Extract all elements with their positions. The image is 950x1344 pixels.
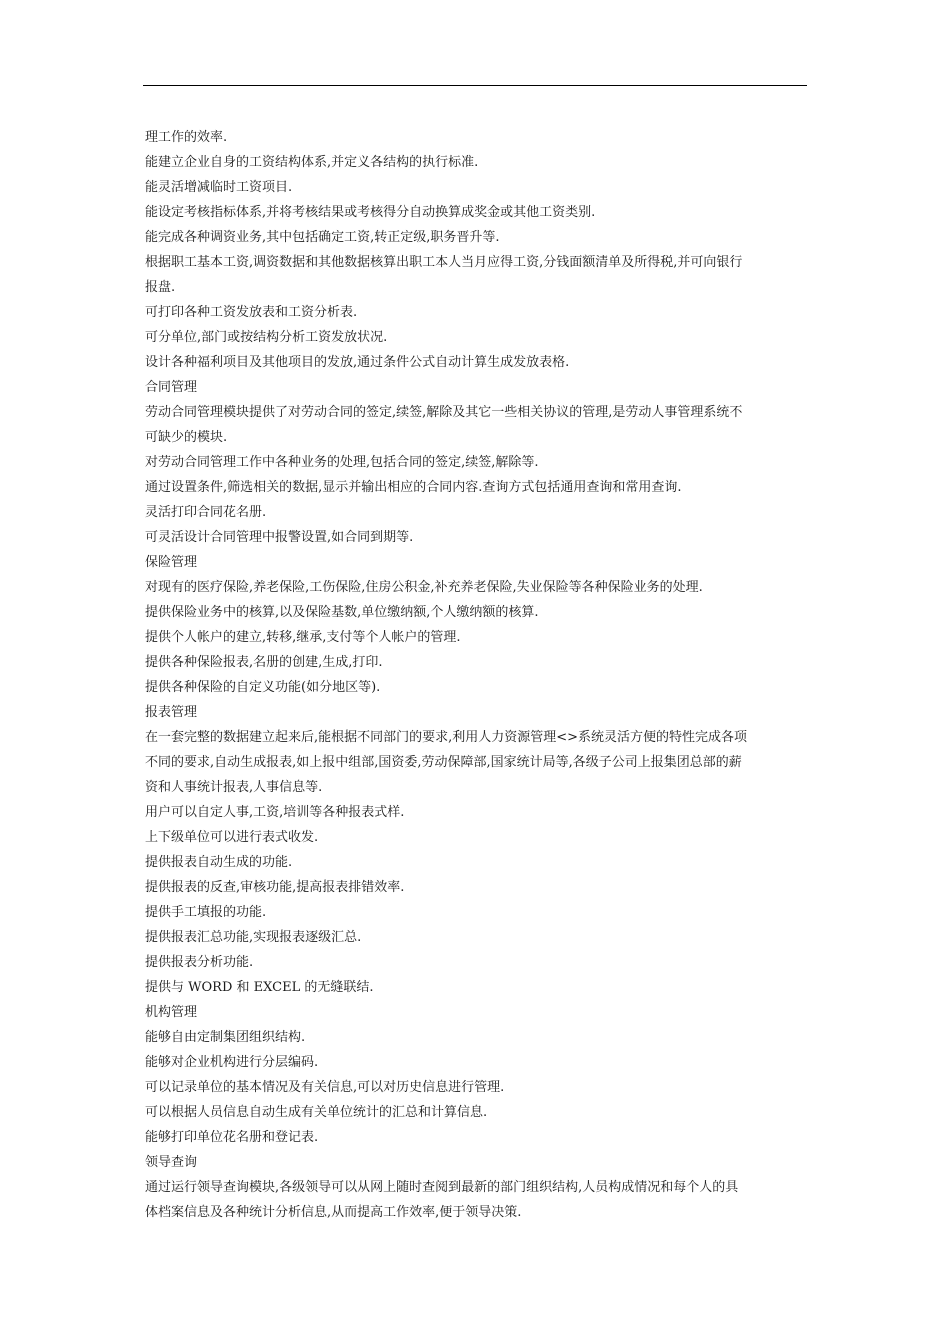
text-line: 通过设置条件,筛选相关的数据,显示并输出相应的合同内容.查询方式包括通用查询和常用查询. [145,480,682,495]
text-line: 在一套完整的数据建立起来后,能根据不同部门的要求,利用人力资源管理<>系统灵活方便的特性完成各项 [145,730,748,745]
text-line: 能灵活增减临时工资项目. [145,180,293,195]
text-line: 对劳动合同管理工作中各种业务的处理,包括合同的签定,续签,解除等. [145,455,539,470]
text-line: 可灵活设计合同管理中报警设置,如合同到期等. [145,530,414,545]
section-heading-leadership-query: 领导查询 [145,1155,198,1170]
text-line: 能够打印单位花名册和登记表. [145,1130,319,1145]
text-line: 体档案信息及各种统计分析信息,从而提高工作效率,便于领导决策. [145,1205,522,1220]
text-line: 能完成各种调资业务,其中包括确定工资,转正定级,职务晋升等. [145,230,500,245]
text-line: 可打印各种工资发放表和工资分析表. [145,305,358,320]
text-line: 能够自由定制集团组织结构. [145,1030,306,1045]
text-line: 理工作的效率. [145,130,228,145]
text-line: 不同的要求,自动生成报表,如上报中组部,国资委,劳动保障部,国家统计局等,各级子公司上报集团总部的薪 [145,755,742,770]
text-line: 提供报表分析功能. [145,955,254,970]
text-line: 灵活打印合同花名册. [145,505,267,520]
header-rule [143,85,807,86]
text-line: 提供各种保险的自定义功能(如分地区等). [145,680,381,695]
text-line: 能设定考核指标体系,并将考核结果或考核得分自动换算成奖金或其他工资类别. [145,205,596,220]
text-line: 提供手工填报的功能. [145,905,267,920]
text-line: 上下级单位可以进行表式收发. [145,830,319,845]
text-line: 劳动合同管理模块提供了对劳动合同的签定,续签,解除及其它一些相关协议的管理,是劳动人事管理系统不 [145,405,743,420]
text-line: 能够对企业机构进行分层编码. [145,1055,319,1070]
section-heading-reports: 报表管理 [145,705,198,720]
section-heading-contract: 合同管理 [145,380,198,395]
document-body [145,125,805,1225]
text-line: 设计各种福利项目及其他项目的发放,通过条件公式自动计算生成发放表格. [145,355,570,370]
text-line: 能建立企业自身的工资结构体系,并定义各结构的执行标准. [145,155,479,170]
text-line: 提供报表汇总功能,实现报表逐级汇总. [145,930,362,945]
text-line: 用户可以自定人事,工资,培训等各种报表式样. [145,805,405,820]
text-line: 对现有的医疗保险,养老保险,工伤保险,住房公积金,补充养老保险,失业保险等各种保险业务的处理. [145,580,703,595]
section-heading-organization: 机构管理 [145,1005,198,1020]
text-line: 提供报表的反查,审核功能,提高报表排错效率. [145,880,405,895]
text-line: 提供保险业务中的核算,以及保险基数,单位缴纳额,个人缴纳额的核算. [145,605,539,620]
text-line: 提供各种保险报表,名册的创建,生成,打印. [145,655,383,670]
text-line: 根据职工基本工资,调资数据和其他数据核算出职工本人当月应得工资,分钱面额清单及所得税,并可向银行 [145,255,743,270]
text-line: 提供个人帐户的建立,转移,继承,支付等个人帐户的管理. [145,630,461,645]
text-line: 通过运行领导查询模块,各级领导可以从网上随时查阅到最新的部门组织结构,人员构成情况和每个人的具 [145,1180,739,1195]
text-line: 提供与 WORD 和 EXCEL 的无缝联结. [145,980,374,995]
section-heading-insurance: 保险管理 [145,555,198,570]
text-line: 可以根据人员信息自动生成有关单位统计的汇总和计算信息. [145,1105,488,1120]
text-line: 提供报表自动生成的功能. [145,855,293,870]
text-line: 报盘. [145,280,176,295]
text-line: 可以记录单位的基本情况及有关信息,可以对历史信息进行管理. [145,1080,505,1095]
text-line: 资和人事统计报表,人事信息等. [145,780,323,795]
text-line: 可缺少的模块. [145,430,228,445]
text-line: 可分单位,部门或按结构分析工资发放状况. [145,330,388,345]
